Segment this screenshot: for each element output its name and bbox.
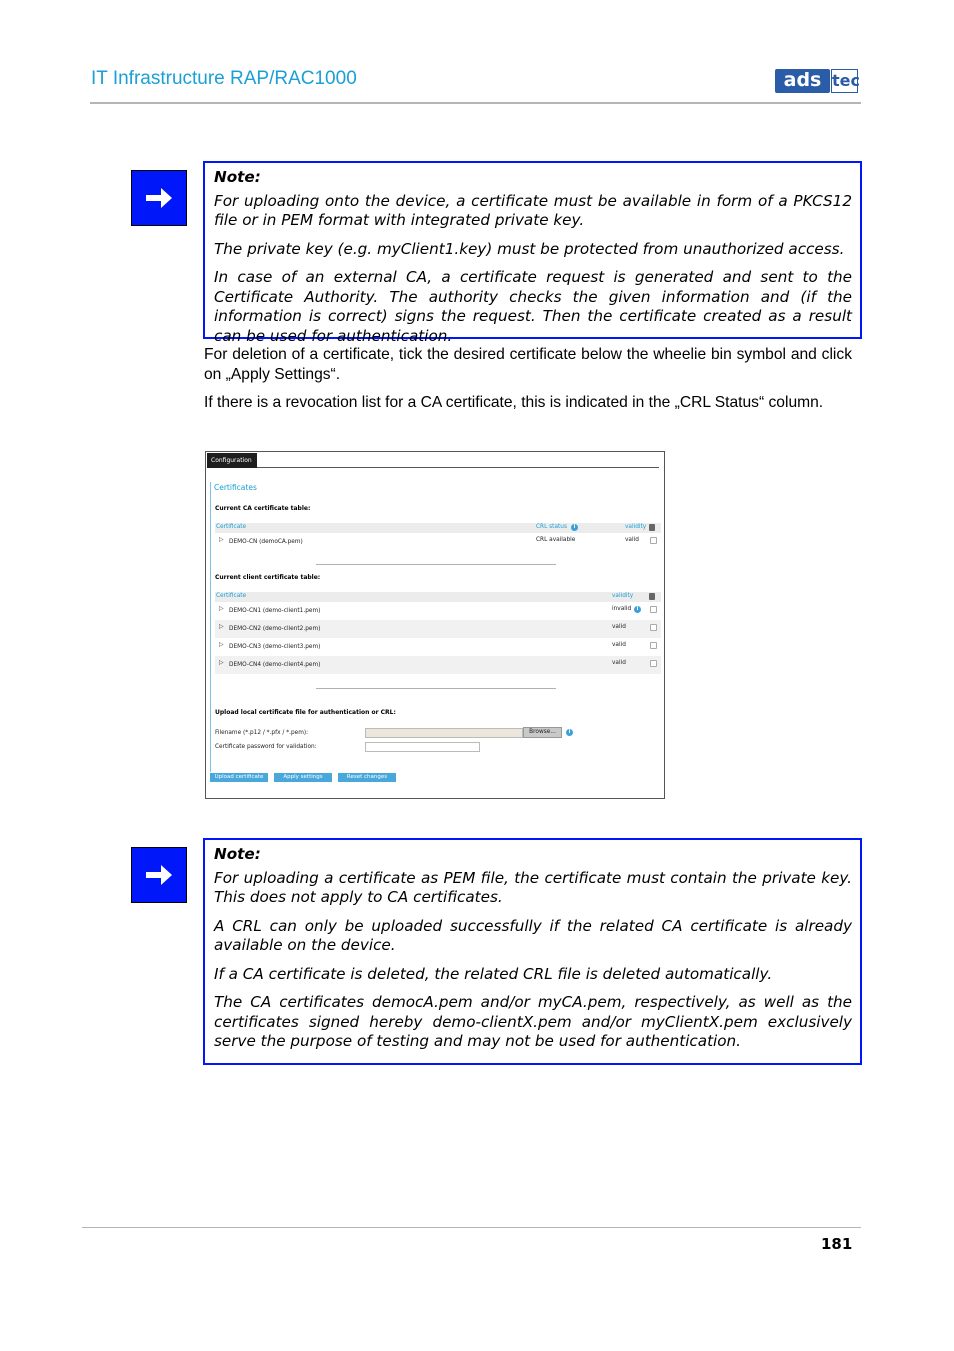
certificates-title: Certificates: [214, 483, 257, 492]
arrow-right-icon: [131, 170, 187, 226]
divider: [316, 688, 556, 689]
wheelie-bin-icon: [649, 524, 655, 531]
expand-triangle-icon[interactable]: ▷: [219, 659, 224, 666]
ca-table-heading: Current CA certificate table:: [215, 505, 311, 512]
certificates-screenshot: [205, 451, 665, 799]
password-input[interactable]: [365, 742, 480, 752]
delete-checkbox[interactable]: [650, 606, 657, 613]
upload-heading: Upload local certificate file for authentication or CRL:: [215, 709, 396, 716]
table-row: [215, 656, 661, 674]
browse-button[interactable]: Browse...: [523, 727, 562, 738]
page-number: 181: [821, 1235, 853, 1253]
note-title: Note:: [214, 168, 261, 186]
table-row: [215, 533, 661, 551]
ca-col-crl-status: CRL status: [536, 524, 567, 530]
ca-col-certificate: Certificate: [216, 524, 247, 530]
delete-checkbox[interactable]: [650, 642, 657, 649]
delete-checkbox[interactable]: [650, 537, 657, 544]
client-validity: valid: [612, 624, 626, 630]
delete-checkbox[interactable]: [650, 660, 657, 667]
footer-divider: [82, 1227, 861, 1228]
ads-tec-logo: [775, 69, 858, 93]
filename-label: Filename (*.p12 / *.pfx / *.pem):: [215, 730, 309, 736]
upload-certificate-button[interactable]: Upload certificate: [210, 773, 268, 782]
client-table-header: [215, 592, 661, 602]
logo-tec: tec: [831, 69, 858, 93]
note-paragraph: For uploading a certificate as PEM file, the certificate must contain the private key. This does not apply to CA certificates.: [214, 868, 852, 906]
note-paragraph: A CRL can only be uploaded successfully if the related CA certificate is already available on the device.: [214, 916, 852, 954]
filename-input[interactable]: [365, 728, 523, 738]
ca-cert-name: DEMO-CN (demoCA.pem): [229, 539, 303, 545]
client-validity: valid: [612, 660, 626, 666]
ca-table-header: [215, 523, 661, 533]
ca-col-validity: validity: [625, 524, 647, 530]
client-cert-name: DEMO-CN1 (demo-client1.pem): [229, 608, 321, 614]
expand-triangle-icon[interactable]: ▷: [219, 536, 224, 543]
note-box-1: [203, 161, 862, 345]
tab-configuration[interactable]: Configuration: [207, 453, 257, 468]
client-col-validity: validity: [612, 593, 634, 599]
note-title: Note:: [214, 845, 261, 863]
note-paragraph: The private key (e.g. myClient1.key) must be protected from unauthorized access.: [214, 239, 845, 258]
table-row: [215, 638, 661, 656]
client-validity: invalid: [612, 606, 632, 612]
expand-triangle-icon[interactable]: ▷: [219, 623, 224, 630]
expand-triangle-icon[interactable]: ▷: [219, 641, 224, 648]
ca-validity: valid: [625, 537, 639, 543]
password-label: Certificate password for validation:: [215, 744, 317, 750]
note-paragraph: If a CA certificate is deleted, the related CRL file is deleted automatically.: [214, 964, 773, 983]
table-row: [215, 620, 661, 638]
divider: [316, 564, 556, 565]
expand-triangle-icon[interactable]: ▷: [219, 605, 224, 612]
info-icon[interactable]: i: [571, 524, 578, 531]
client-cert-name: DEMO-CN4 (demo-client4.pem): [229, 662, 321, 668]
tab-divider: [257, 467, 659, 468]
wheelie-bin-icon: [649, 593, 655, 600]
left-accent-bar: [210, 482, 211, 772]
delete-checkbox[interactable]: [650, 624, 657, 631]
apply-settings-button[interactable]: Apply settings: [274, 773, 332, 782]
reset-changes-button[interactable]: Reset changes: [338, 773, 396, 782]
note-paragraph: The CA certificates democA.pem and/or myCA.pem, respectively, as well as the certificates signed hereby demo-clientX.pem and/or myClientX.pem exclusively serve the purpose of testing and may not be used for authentication.: [214, 993, 852, 1050]
table-row: [215, 602, 661, 620]
body-paragraph-deletion: For deletion of a certificate, tick the desired certificate below the wheelie bin symbol and click on „Apply Settings“.: [204, 346, 852, 383]
note-paragraph: For uploading onto the device, a certificate must be available in form of a PKCS12 file or in PEM format with integrated private key.: [214, 191, 852, 229]
note-paragraph: In case of an external CA, a certificate request is generated and sent to the Certificate Authority. The authority checks the given information and (if the information is correct) signs the request. Then the certificate created as a result can be used for authentication.: [214, 268, 852, 345]
logo-ads: ads: [775, 69, 830, 93]
note-box-2: [203, 838, 862, 1065]
body-paragraph-revocation: If there is a revocation list for a CA certificate, this is indicated in the „CRL Status“ column.: [204, 394, 824, 411]
header-title: IT Infrastructure RAP/RAC1000: [91, 68, 357, 89]
client-cert-name: DEMO-CN3 (demo-client3.pem): [229, 644, 321, 650]
client-col-certificate: Certificate: [216, 593, 247, 599]
client-cert-name: DEMO-CN2 (demo-client2.pem): [229, 626, 321, 632]
arrow-right-icon: [131, 847, 187, 903]
client-validity: valid: [612, 642, 626, 648]
client-table-heading: Current client certificate table:: [215, 574, 321, 581]
info-icon[interactable]: i: [566, 729, 573, 736]
info-icon[interactable]: i: [634, 606, 641, 613]
header-divider: [90, 102, 861, 104]
ca-crl-status: CRL available: [536, 537, 576, 543]
